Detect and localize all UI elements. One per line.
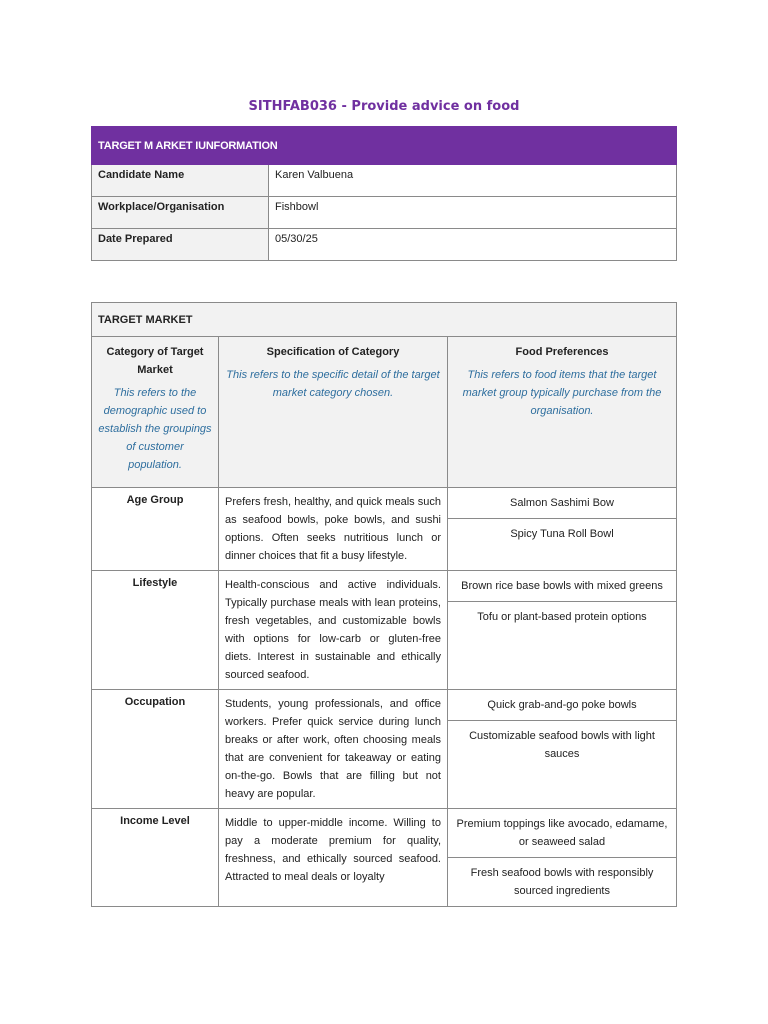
category-cell: Age Group — [92, 488, 219, 571]
column-description: This refers to food items that the target market group typically purchase from the organisation. — [462, 369, 662, 417]
category-cell: Occupation — [92, 690, 219, 809]
document-title: SITHFAB036 - Provide advice on food — [248, 99, 520, 114]
table-row — [92, 229, 677, 261]
date-prepared-value: 05/30/25 — [269, 229, 677, 261]
preference-item: Brown rice base bowls with mixed greens — [448, 571, 676, 602]
table-row — [92, 690, 677, 809]
preference-item: Fresh seafood bowls with responsibly sourced ingredients — [470, 867, 654, 897]
candidate-name-value: Karen Valbuena — [269, 165, 677, 197]
preference-item: Spicy Tuna Roll Bowl — [510, 528, 614, 540]
column-header-category — [92, 337, 219, 488]
preference-item: Customizable seafood bowls with light sauces — [469, 730, 655, 760]
table-row — [92, 571, 677, 690]
date-prepared-label: Date Prepared — [92, 229, 269, 261]
target-market-information-table — [91, 126, 677, 261]
table-row — [92, 809, 677, 907]
column-heading: Specification of Category — [266, 346, 400, 358]
column-description: This refers to the demographic used to establish the groupings of customer population. — [98, 387, 212, 471]
column-heading: Food Preferences — [515, 346, 609, 358]
preference-item: Premium toppings like avocado, edamame, or seaweed salad — [448, 809, 676, 858]
preference-item: Quick grab-and-go poke bowls — [448, 690, 676, 721]
column-header-specification — [219, 337, 448, 488]
category-cell: Lifestyle — [92, 571, 219, 690]
workplace-label: Workplace/Organisation — [92, 197, 269, 229]
table-row — [92, 197, 677, 229]
column-headers — [92, 337, 677, 488]
preferences-cell — [448, 809, 677, 907]
preferences-cell — [448, 571, 677, 690]
preferences-cell — [448, 690, 677, 809]
target-market-table — [91, 302, 677, 907]
specification-cell: Health-conscious and active individuals. Typically purchase meals with lean proteins, fresh vegetables, and customizable bowls with options for low-carb or gluten-free diets. Interest in sustainable and ethically sourced seafood. — [219, 571, 448, 690]
preference-item: Salmon Sashimi Bow — [448, 488, 676, 519]
table-row — [92, 488, 677, 571]
info-table-header: TARGET M ARKET IUNFORMATION — [92, 127, 677, 165]
category-cell: Income Level — [92, 809, 219, 907]
workplace-value: Fishbowl — [269, 197, 677, 229]
preference-item: Tofu or plant-based protein options — [477, 611, 647, 623]
market-table-header: TARGET MARKET — [92, 303, 677, 337]
column-description: This refers to the specific detail of the target market category chosen. — [226, 369, 440, 399]
preferences-cell — [448, 488, 677, 571]
column-heading: Category of Target Market — [106, 346, 204, 376]
table-row — [92, 165, 677, 197]
candidate-name-label: Candidate Name — [92, 165, 269, 197]
specification-cell: Students, young professionals, and office workers. Prefer quick service during lunch breaks or after work, often choosing meals that are convenient for takeaway or eating on-the-go. Bowls that are filling but not heavy are popular. — [219, 690, 448, 809]
specification-cell: Prefers fresh, healthy, and quick meals such as seafood bowls, poke bowls, and sushi options. Often seeks nutritious lunch or dinner choices that fit a busy lifestyle. — [219, 488, 448, 571]
specification-cell: Middle to upper-middle income. Willing to pay a moderate premium for quality, freshness, and ethically sourced seafood. Attracted to meal deals or loyalty — [219, 809, 448, 907]
column-header-food-preferences — [448, 337, 677, 488]
